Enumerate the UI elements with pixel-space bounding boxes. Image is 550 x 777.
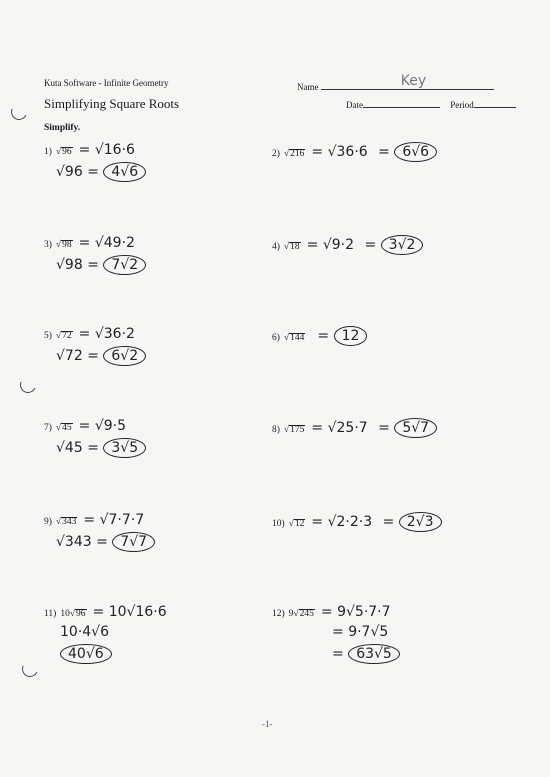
problem-expression [56,147,73,158]
problem-number: 12) [272,609,285,619]
circled-answer: 40√6 [60,644,112,664]
radical-sign: √ [55,147,62,157]
date-field[interactable] [346,100,516,110]
problem-number: 10) [272,519,285,529]
equals-sign: = [83,512,100,528]
equals-sign: = [78,235,95,251]
problem-number: 8) [272,425,280,435]
radical-sign: √ [55,331,62,341]
handwritten-work [79,418,126,434]
instruction: Simplify. [44,123,81,133]
work-step: √36·2 [94,326,135,342]
work-step: 9√5·7·7 [337,604,391,620]
equals-sign: = [82,348,104,364]
circled-answer: 6√6 [394,142,437,162]
problem-number: 9) [44,517,52,527]
work-step: √25·7 [327,420,368,436]
work-step: √9·2 [322,237,355,253]
problem-item [44,418,146,458]
problem-line [272,326,367,346]
equals-sign: = [311,144,328,160]
page-number: -1- [262,719,273,729]
problem-number: 6) [272,333,280,343]
equals-sign: = [82,440,104,456]
publisher-label: Kuta Software - Infinite Geometry [44,78,169,88]
work-step: √49·2 [94,235,135,251]
radical-sign: √ [69,609,76,619]
radical-sign: √ [55,240,62,250]
answer-lhs: √72 [56,348,83,364]
equals-sign: = [78,142,95,158]
problem-item [44,604,167,664]
work-step-line [60,624,167,640]
radicand: 45 [62,423,72,433]
problem-line [272,418,437,438]
problem-number: 7) [44,423,52,433]
work-step: √36·6 [327,144,368,160]
answer-lhs: √98 [56,257,83,273]
radicand: 96 [62,147,72,157]
circled-answer: 2√3 [399,512,442,532]
problem-expression [289,609,315,620]
circled-answer: 3√2 [381,235,424,255]
problem-item [272,142,437,162]
circled-answer: 4√6 [103,162,146,182]
coefficient: 10 [60,609,70,619]
handwritten-work [321,604,391,620]
problem-expression [56,331,73,342]
problem-number: 3) [44,240,52,250]
work-step: 10√16·6 [108,604,167,620]
problem-line [44,604,167,620]
work-step: √16·6 [94,142,135,158]
handwritten-work [311,418,437,438]
date-label: Date [346,100,363,110]
equals-sign: = [378,514,399,530]
problem-line [44,142,146,158]
equals-sign: = [332,646,349,662]
name-field[interactable] [297,73,494,95]
handwritten-work [307,235,424,255]
problem-line [272,142,437,162]
answer-line [56,346,146,366]
handwritten-work [311,326,367,346]
answer-lhs: √343 [56,534,92,550]
handwritten-work [79,235,135,251]
radicand: 18 [290,242,300,252]
problem-number: 11) [44,609,57,619]
radicand: 72 [62,331,72,341]
problem-expression [284,149,305,160]
coefficient: 9 [288,609,294,619]
equals-sign: = [373,420,395,436]
radical-sign: √ [283,333,290,343]
radical-sign: √ [283,149,290,159]
problem-item [44,326,146,366]
circled-answer: 7√2 [103,255,146,275]
equals-sign: = [306,237,323,253]
radicand: 12 [294,519,305,529]
work-step: √2·2·3 [327,514,373,530]
equals-sign: = [82,164,104,180]
equals-sign: = [332,624,349,640]
radical-sign: √ [283,242,290,252]
problem-item [272,235,423,255]
equals-sign: = [311,514,328,530]
problem-expression [56,517,77,528]
circled-answer: 5√7 [394,418,437,438]
equals-sign: = [320,604,338,620]
circled-answer: 6√2 [103,346,146,366]
circled-answer: 12 [334,326,368,346]
problem-item [272,604,400,664]
equals-sign: = [373,144,395,160]
problem-expression [60,609,86,620]
answer-line [56,532,155,552]
radicand: 175 [290,425,305,435]
equals-sign: = [78,418,95,434]
problem-number: 5) [44,331,52,341]
equals-sign: = [82,257,104,273]
problem-number: 2) [272,149,280,159]
problem-item [44,512,155,552]
circled-answer: 63√5 [348,644,400,664]
answer-line [56,255,146,275]
name-label: Name [297,82,319,92]
punch-hole-mark [20,659,41,680]
answer-lhs: √45 [56,440,83,456]
answer-line [60,644,167,664]
problem-line [44,235,146,251]
work-step: 10·4√6 [60,624,109,640]
page-title: Simplifying Square Roots [44,96,180,111]
radicand: 144 [290,333,305,343]
answer-lhs: √96 [56,164,83,180]
name-value: Key [400,73,427,89]
punch-hole-mark [18,375,39,396]
problem-expression [56,423,73,434]
answer-line [56,162,146,182]
work-step: 9·7√5 [348,624,389,640]
answer-line [332,644,400,664]
equals-sign: = [317,328,334,344]
problem-item [272,512,442,532]
radicand: 245 [299,609,314,619]
handwritten-work [93,604,167,620]
problem-expression [56,240,73,251]
period-label: Period [450,100,474,110]
problem-line [272,604,400,620]
radical-sign: √ [283,425,290,435]
handwritten-work [79,142,135,158]
handwritten-work [79,326,135,342]
equals-sign: = [91,534,113,550]
problem-item [272,418,437,438]
radicand: 98 [62,240,72,250]
radicand: 343 [62,517,77,527]
radicand: 96 [76,609,86,619]
radicand: 216 [290,149,305,159]
problem-expression [284,242,301,253]
handwritten-work [311,142,437,162]
punch-hole-mark [9,102,30,123]
problem-expression [289,519,306,530]
problem-number: 1) [44,147,52,157]
handwritten-work [311,512,441,532]
problem-line [272,512,442,532]
circled-answer: 3√5 [103,438,146,458]
problem-line [272,235,423,255]
problem-number: 4) [272,242,280,252]
work-step: √9·5 [94,418,127,434]
radical-sign: √ [55,517,62,527]
radical-sign: √ [55,423,62,433]
problem-item [272,326,367,346]
answer-line [56,438,146,458]
problem-line [44,326,146,342]
radical-sign: √ [293,609,299,619]
work-step: √7·7·7 [99,512,145,528]
equals-sign: = [360,237,381,253]
equals-sign: = [311,420,328,436]
problem-line [44,418,146,434]
equals-sign: = [92,604,109,620]
radical-sign: √ [288,519,294,529]
work-step-line [332,624,400,640]
handwritten-work [83,512,144,528]
problem-expression [284,425,305,436]
equals-sign: = [78,326,95,342]
problem-item [44,235,146,275]
problem-item [44,142,146,182]
circled-answer: 7√7 [112,532,155,552]
problem-expression [284,333,305,344]
problem-line [44,512,155,528]
